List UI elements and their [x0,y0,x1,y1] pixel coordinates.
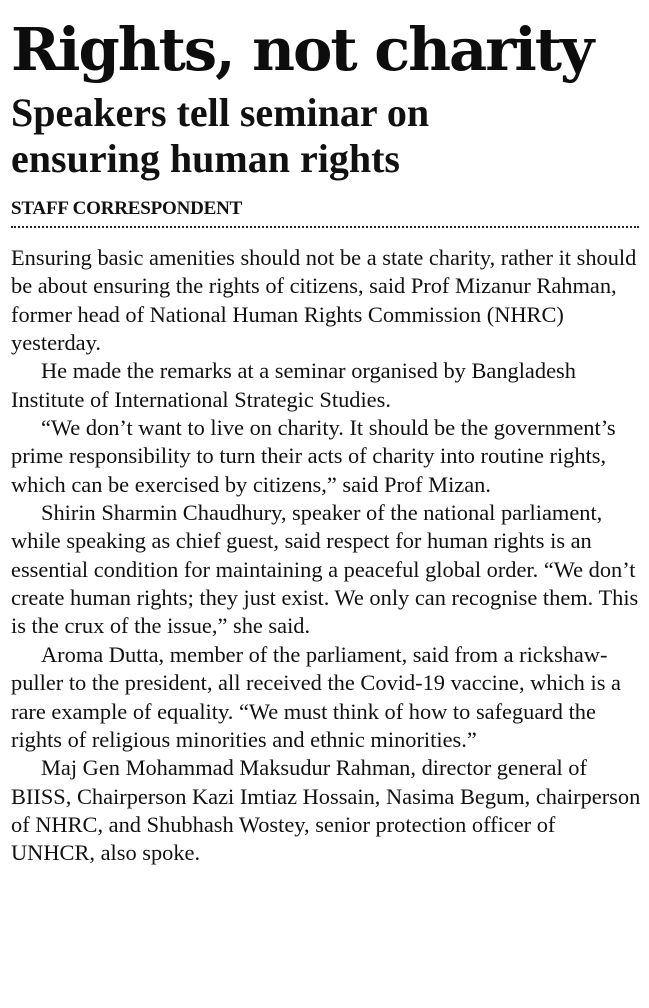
paragraph-3: “We don’t want to live on charity. It should be the government’s prime responsibility to turn their acts of charity into routine rights, which can be exercised by citizens,” said Prof Mizan. [11,415,616,497]
subheadline: Speakers tell seminar on ensuring human rights [11,90,430,181]
news-article [11,14,641,868]
paragraph-1: Ensuring basic amenities should not be a state charity, rather it should be about ensuring the rights of citizens, said Prof Mizanur Rahman, former head of National Human Rights Commission (NHRC) yesterday. [11,245,637,356]
paragraph-2: He made the remarks at a seminar organised by Bangladesh Institute of International Strategic Studies. [11,358,576,412]
byline: STAFF CORRESPONDENT [11,198,243,219]
paragraph-5: Aroma Dutta, member of the parliament, said from a rickshaw-puller to the president, all received the Covid-19 vaccine, which is a rare example of equality. “We must think of how to safeguard the rights of religious minorities and ethnic minorities.” [11,641,621,752]
paragraph-6: Maj Gen Mohammad Maksudur Rahman, director general of BIISS, Chairperson Kazi Imtiaz Hossain, Nasima Begum, chairperson of NHRC, and Shubhash Wostey, senior protection officer of UNHCR, also spoke. [11,755,641,866]
paragraph-4: Shirin Sharmin Chaudhury, speaker of the national parliament, while speaking as chief guest, said respect for human rights is an essential condition for maintaining a peaceful global order. “We don’t create human rights; they just exist. We only can recognise them. This is the crux of the issue,” she said. [11,500,639,639]
article-body [11,244,641,868]
headline: Rights, not charity [11,15,593,84]
dotted-divider [11,226,639,228]
